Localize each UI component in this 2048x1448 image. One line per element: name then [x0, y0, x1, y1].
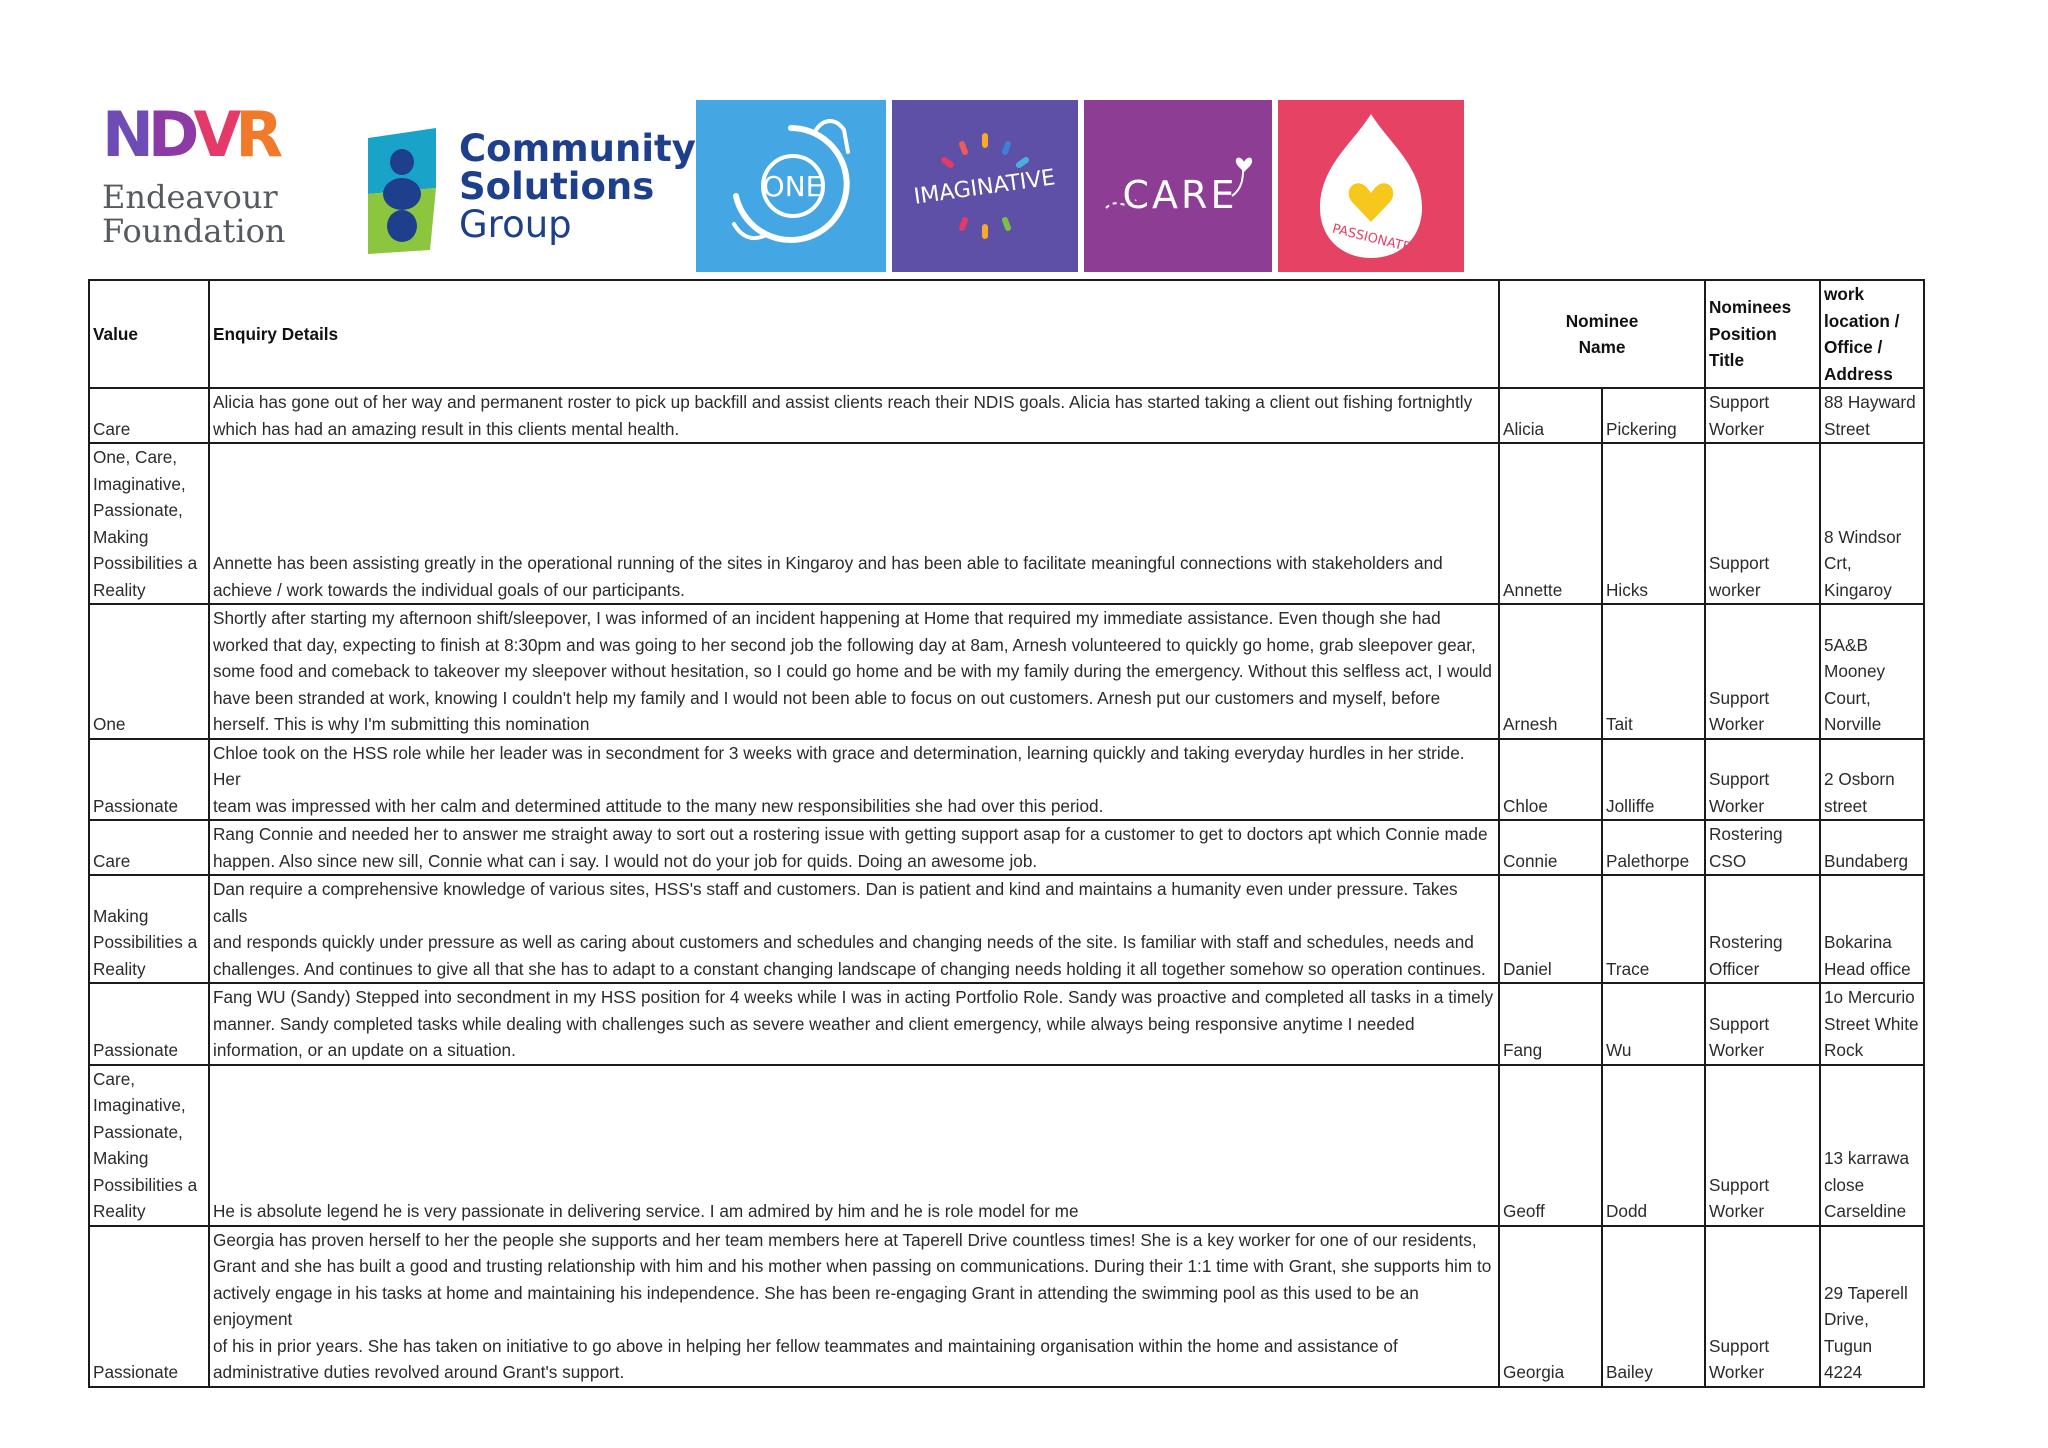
nominee-first-name-cell: Arnesh — [1499, 604, 1602, 739]
work-location-cell: 13 karrawa close Carseldine — [1820, 1065, 1924, 1226]
table-row — [89, 820, 1924, 875]
position-title-cell: Support worker — [1705, 443, 1820, 604]
header-position-title: Nominees Position Title — [1705, 280, 1820, 388]
nominee-last-name-cell: Hicks — [1602, 443, 1705, 604]
table-header-row — [89, 280, 1924, 388]
value-cell: Care, Imaginative, Passionate, Making Possibilities a Reality — [89, 1065, 209, 1226]
enquiry-details-cell: Rang Connie and needed her to answer me straight away to sort out a rostering issue with getting support asap for a customer to get to doctors apt which Connie made happen. Also since new sill, Connie what can i say. I would not do your job for quids. Doing an awesome job. — [209, 820, 1499, 875]
nominee-first-name-cell: Geoff — [1499, 1065, 1602, 1226]
nominee-last-name-cell: Tait — [1602, 604, 1705, 739]
value-cell: Passionate — [89, 739, 209, 821]
work-location-cell: Bokarina Head office — [1820, 875, 1924, 983]
community-solutions-group-logo — [364, 128, 694, 268]
nominee-last-name-cell: Wu — [1602, 983, 1705, 1065]
one-hands-icon — [696, 100, 886, 272]
table-row — [89, 604, 1924, 739]
enquiry-details-cell: Shortly after starting my afternoon shift/sleepover, I was informed of an incident happening at Home that required my immediate assistance. Even though she had worked that day, expecting to finish at 8:30pm and was going to her second job the following day at 8am, Arnesh volunteered to quickly go home, grab sleepover gear, some food and comeback to takeover my sleepover without hesitation, so I could go home and be with my family during the emergency. Without this selfless act, I would have been stranded at work, knowing I couldn't help my family and I would not been able to focus on out customers. Arnesh put our customers and myself, before herself. This is why I'm submitting this nomination — [209, 604, 1499, 739]
value-tile-imaginative — [892, 100, 1078, 272]
table-row — [89, 739, 1924, 821]
foundation-line: Foundation — [102, 212, 286, 250]
position-title-cell: Support Worker — [1705, 604, 1820, 739]
value-cell: Passionate — [89, 1226, 209, 1387]
value-cell: One, Care, Imaginative, Passionate, Making Possibilities a Reality — [89, 443, 209, 604]
care-tile-label: CARE — [1122, 173, 1238, 217]
value-cell: Care — [89, 820, 209, 875]
one-tile-label: ONE — [762, 170, 824, 203]
work-location-cell: 2 Osborn street — [1820, 739, 1924, 821]
nominee-first-name-cell: Alicia — [1499, 388, 1602, 443]
nominee-last-name-cell: Trace — [1602, 875, 1705, 983]
header-enquiry-details: Enquiry Details — [209, 280, 1499, 388]
work-location-cell: 88 Hayward Street — [1820, 388, 1924, 443]
enquiry-details-cell: Alicia has gone out of her way and permanent roster to pick up backfill and assist clients reach their NDIS goals. Alicia has started taking a client out fishing fortnightly which has had an amazing result in this clients mental health. — [209, 388, 1499, 443]
csg-line-3: Group — [459, 203, 572, 246]
nominee-last-name-cell: Dodd — [1602, 1065, 1705, 1226]
value-tile-passionate — [1278, 100, 1464, 272]
header-work-location: work location / Office / Address — [1820, 280, 1924, 388]
ndvr-wordmark: NDVR — [102, 98, 278, 171]
nominee-first-name-cell: Connie — [1499, 820, 1602, 875]
position-title-cell: Support Worker — [1705, 983, 1820, 1065]
table-row — [89, 875, 1924, 983]
position-title-cell: Support Worker — [1705, 739, 1820, 821]
nominee-last-name-cell: Jolliffe — [1602, 739, 1705, 821]
table-row — [89, 1226, 1924, 1387]
position-title-cell: Support Worker — [1705, 1226, 1820, 1387]
nominee-first-name-cell: Chloe — [1499, 739, 1602, 821]
enquiry-details-cell: Annette has been assisting greatly in the operational running of the sites in Kingaroy and has been able to facilitate meaningful connections with stakeholders and achieve / work towards the individual goals of our participants. — [209, 443, 1499, 604]
nominee-first-name-cell: Daniel — [1499, 875, 1602, 983]
logo-banner — [88, 98, 1468, 276]
position-title-cell: Support Worker — [1705, 388, 1820, 443]
table-row — [89, 443, 1924, 604]
work-location-cell: 5A&B Mooney Court, Norville — [1820, 604, 1924, 739]
passionate-tile-label: PASSIONATE — [1330, 221, 1413, 256]
enquiry-details-cell: He is absolute legend he is very passionate in delivering service. I am admired by him and he is role model for me — [209, 1065, 1499, 1226]
work-location-cell: 8 Windsor Crt, Kingaroy — [1820, 443, 1924, 604]
passionate-flame-icon — [1278, 100, 1464, 272]
imaginative-tile-label: IMAGINATIVE — [912, 165, 1057, 210]
value-tile-care — [1084, 100, 1272, 272]
endeavour-foundation-logo — [102, 98, 312, 268]
work-location-cell: 1o Mercurio Street White Rock — [1820, 983, 1924, 1065]
value-tile-one — [696, 100, 886, 272]
work-location-cell: 29 Taperell Drive, Tugun 4224 — [1820, 1226, 1924, 1387]
value-cell: One — [89, 604, 209, 739]
csg-figure-icon — [364, 128, 444, 256]
nominee-first-name-cell: Annette — [1499, 443, 1602, 604]
nominee-last-name-cell: Palethorpe — [1602, 820, 1705, 875]
csg-line-2: Solutions — [459, 165, 655, 208]
csg-line-1: Community — [459, 127, 696, 170]
enquiry-details-cell: Georgia has proven herself to her the people she supports and her team members here at Taperell Drive countless times! She is a key worker for one of our residents, Grant and she has built a good and trusting relationship with him and his mother when passing on communications. During their 1:1 time with Grant, she supports him to actively engage in his tasks at home and maintaining his independence. She has been re-engaging Grant in attending the swimming pool as this used to be an enjoyment of his in prior years. She has taken on initiative to go above in helping her fellow teammates and maintaining organisation within the home and assistance of administrative duties revolved around Grant's support. — [209, 1226, 1499, 1387]
enquiry-details-cell: Fang WU (Sandy) Stepped into secondment in my HSS position for 4 weeks while I was in acting Portfolio Role. Sandy was proactive and completed all tasks in a timely manner. Sandy completed tasks while dealing with challenges such as severe weather and client emergency, while always being responsive anytime I needed information, or an update on a situation. — [209, 983, 1499, 1065]
endeavour-foundation-wordmark — [102, 180, 285, 248]
position-title-cell: Rostering CSO — [1705, 820, 1820, 875]
value-cell: Passionate — [89, 983, 209, 1065]
position-title-cell: Rostering Officer — [1705, 875, 1820, 983]
table-row — [89, 1065, 1924, 1226]
nominee-last-name-cell: Pickering — [1602, 388, 1705, 443]
table-row — [89, 983, 1924, 1065]
header-value: Value — [89, 280, 209, 388]
nominee-first-name-cell: Fang — [1499, 983, 1602, 1065]
nominee-first-name-cell: Georgia — [1499, 1226, 1602, 1387]
imaginative-burst-icon — [892, 100, 1078, 272]
nominee-last-name-cell: Bailey — [1602, 1226, 1705, 1387]
csg-wordmark — [459, 127, 696, 246]
nominations-table — [88, 279, 1925, 1388]
table-row — [89, 388, 1924, 443]
value-cell: Care — [89, 388, 209, 443]
header-nominee-name: Nominee Name — [1499, 280, 1705, 388]
enquiry-details-cell: Dan require a comprehensive knowledge of various sites, HSS's staff and customers. Dan is patient and kind and maintains a humanity even under pressure. Takes calls and responds quickly under pressure as well as caring about customers and schedules and changing needs of the site. Is familiar with staff and schedules, needs and challenges. And continues to give all that she has to adapt to a constant changing landscape of changing needs holding it all together somehow so operation continues. — [209, 875, 1499, 983]
work-location-cell: Bundaberg — [1820, 820, 1924, 875]
value-cell: Making Possibilities a Reality — [89, 875, 209, 983]
endeavour-line: Endeavour — [102, 178, 278, 216]
care-heart-icon — [1084, 100, 1272, 272]
enquiry-details-cell: Chloe took on the HSS role while her leader was in secondment for 3 weeks with grace and determination, learning quickly and taking everyday hurdles in her stride. Her team was impressed with her calm and determined attitude to the many new responsibilities she had over this period. — [209, 739, 1499, 821]
position-title-cell: Support Worker — [1705, 1065, 1820, 1226]
